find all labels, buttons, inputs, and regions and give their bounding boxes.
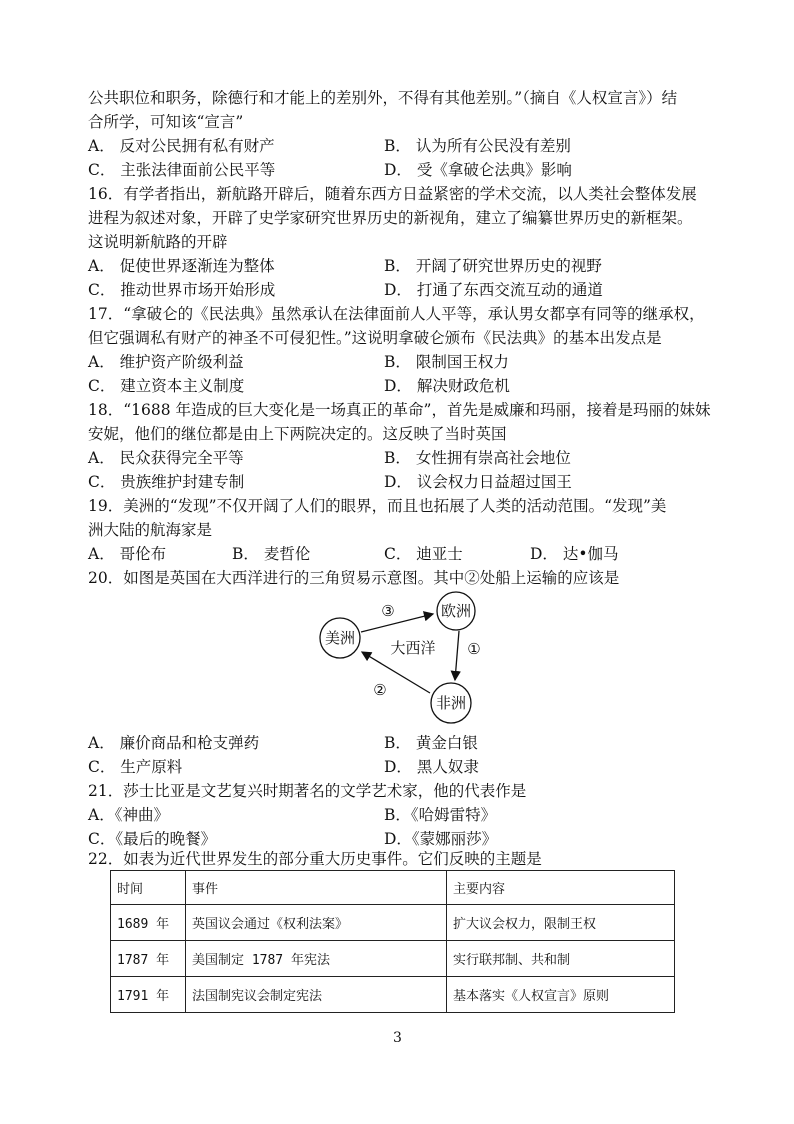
table-cell-time: 1689 年 xyxy=(111,905,186,941)
q16-option-c: C． 推动世界市场开始形成 xyxy=(88,281,276,299)
q15-stem-line1: 公共职位和职务，除德行和才能上的差别外，不得有其他差别。”（摘自《人权宣言》）结 xyxy=(88,89,678,107)
q17-option-d: D． 解决财政危机 xyxy=(384,377,510,395)
q15-option-a: A． 反对公民拥有私有财产 xyxy=(88,137,275,155)
route-mark-3: ③ xyxy=(381,602,395,620)
america-label: 美洲 xyxy=(324,629,356,647)
q20-option-a: A． 廉价商品和枪支弹药 xyxy=(88,734,260,752)
table-cell-content: 扩大议会权力，限制王权 xyxy=(447,905,675,941)
q18-stem-line2: 安妮，他们的继位都是由上下两院决定的。这反映了当时英国 xyxy=(88,425,507,443)
q19-option-b: B． 麦哲伦 xyxy=(232,545,311,563)
q18-option-c: C． 贵族维护封建专制 xyxy=(88,473,245,491)
arrow-america-to-europe xyxy=(361,614,433,632)
table-row xyxy=(111,905,675,941)
q21-option-d: D．《蒙娜丽莎》 xyxy=(384,830,498,848)
africa-label: 非洲 xyxy=(435,694,467,712)
q19-stem-line1: 19．美洲的“发现”不仅开阔了人们的眼界，而且也拓展了人类的活动范围。“发现”美 xyxy=(88,497,667,515)
ocean-label: 大西洋 xyxy=(390,639,436,657)
q21-stem-line1: 21．莎士比亚是文艺复兴时期著名的文学艺术家，他的代表作是 xyxy=(88,782,527,800)
arrow-africa-to-america xyxy=(362,652,430,693)
table-header-row xyxy=(111,871,675,905)
q19-stem-line2: 洲大陆的航海家是 xyxy=(88,521,213,539)
table-header-time: 时间 xyxy=(111,871,186,905)
table-cell-time: 1791 年 xyxy=(111,977,186,1013)
q17-stem-line2: 但它强调私有财产的神圣不可侵犯性。”这说明拿破仑颁布《民法典》的基本出发点是 xyxy=(88,329,662,347)
q15-option-c: C． 主张法律面前公民平等 xyxy=(88,161,276,179)
europe-node xyxy=(437,592,475,630)
q17-option-b: B． 限制国王权力 xyxy=(384,353,509,371)
q16-option-b: B． 开阔了研究世界历史的视野 xyxy=(384,257,602,275)
q15-stem-line2: 合所学，可知该“宣言” xyxy=(88,113,244,131)
table-cell-content: 基本落实《人权宣言》原则 xyxy=(447,977,675,1013)
q20-option-c: C． 生产原料 xyxy=(88,758,183,776)
route-mark-1: ① xyxy=(467,640,481,658)
table-cell-event: 法国制宪议会制定宪法 xyxy=(186,977,447,1013)
q22-stem-line1: 22．如表为近代世界发生的部分重大历史事件。它们反映的主题是 xyxy=(88,850,542,868)
page-number: 3 xyxy=(393,1030,402,1046)
table-row xyxy=(111,941,675,977)
table-header-event: 事件 xyxy=(186,871,447,905)
q15-option-d: D． 受《拿破仑法典》影响 xyxy=(384,161,572,179)
q17-option-c: C． 建立资本主义制度 xyxy=(88,377,245,395)
america-node xyxy=(320,618,360,658)
q19-option-d: D． 达•伽马 xyxy=(530,545,619,563)
arrow-europe-to-africa xyxy=(455,631,459,680)
q20-stem-line1: 20．如图是英国在大西洋进行的三角贸易示意图。其中②处船上运输的应该是 xyxy=(88,569,620,587)
history-events-table xyxy=(110,870,675,1013)
q16-stem-line2: 进程为叙述对象，开辟了史学家研究世界历史的新视角，建立了编纂世界历史的新框架。 xyxy=(88,209,693,227)
q16-option-a: A． 促使世界逐渐连为整体 xyxy=(88,257,275,275)
table-cell-event: 英国议会通过《权利法案》 xyxy=(186,905,447,941)
q21-option-c: C．《最后的晚餐》 xyxy=(88,830,217,848)
q19-option-c: C． 迪亚士 xyxy=(384,545,463,563)
q15-option-b: B． 认为所有公民没有差别 xyxy=(384,137,571,155)
table-header-content: 主要内容 xyxy=(447,871,675,905)
table-cell-time: 1787 年 xyxy=(111,941,186,977)
table-row xyxy=(111,977,675,1013)
q16-option-d: D． 打通了东西交流互动的通道 xyxy=(384,281,603,299)
africa-node xyxy=(431,683,471,723)
table-cell-event: 美国制定 1787 年宪法 xyxy=(186,941,447,977)
q19-option-a: A． 哥伦布 xyxy=(88,545,167,563)
q18-stem-line1: 18．“1688 年造成的巨大变化是一场真正的革命”，首先是威廉和玛丽，接着是玛丽的妹妹 xyxy=(88,401,711,419)
table-cell-content: 实行联邦制、共和制 xyxy=(447,941,675,977)
q16-stem-line3: 这说明新航路的开辟 xyxy=(88,233,228,251)
q16-stem-line1: 16．有学者指出，新航路开辟后，随着东西方日益紧密的学术交流，以人类社会整体发展 xyxy=(88,185,697,203)
route-mark-2: ② xyxy=(373,681,387,699)
q17-option-a: A． 维护资产阶级利益 xyxy=(88,353,244,371)
q18-option-d: D． 议会权力日益超过国王 xyxy=(384,473,572,491)
triangular-trade-diagram xyxy=(300,592,500,722)
q21-option-a: A．《神曲》 xyxy=(88,806,169,824)
europe-label: 欧洲 xyxy=(440,602,472,620)
q21-option-b: B．《哈姆雷特》 xyxy=(384,806,497,824)
q20-option-d: D． 黑人奴隶 xyxy=(384,758,479,776)
q18-option-b: B． 女性拥有崇高社会地位 xyxy=(384,449,571,467)
q20-option-b: B． 黄金白银 xyxy=(384,734,478,752)
q18-option-a: A． 民众获得完全平等 xyxy=(88,449,244,467)
q17-stem-line1: 17．“拿破仑的《民法典》虽然承认在法律面前人人平等，承认男女都享有同等的继承权， xyxy=(88,305,705,323)
